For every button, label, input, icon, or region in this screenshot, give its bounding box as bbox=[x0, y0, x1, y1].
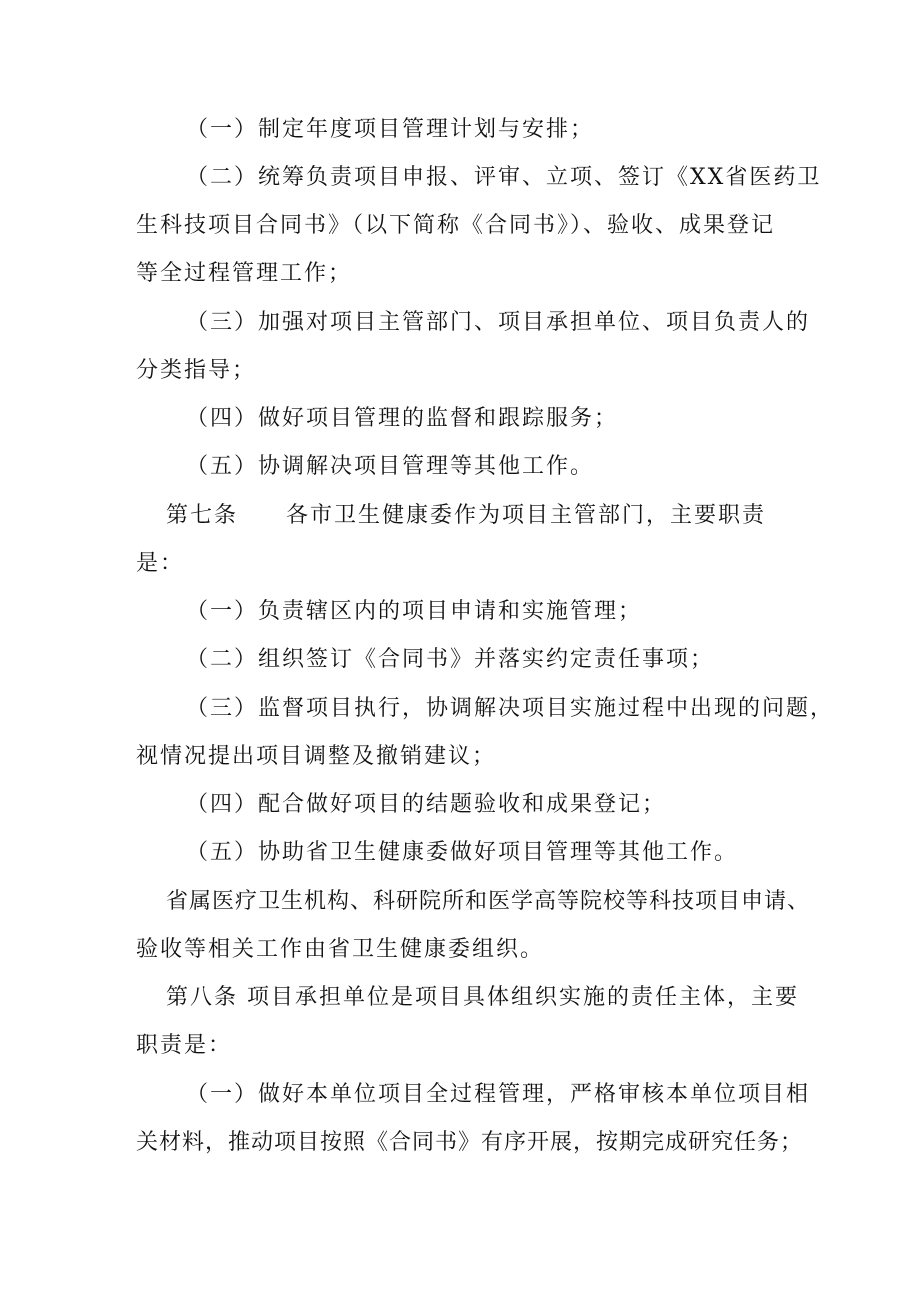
text-line: 职责是： bbox=[136, 1033, 233, 1058]
text-line: （四）配合做好项目的结题验收和成果登记； bbox=[186, 792, 667, 817]
text-line: 验收等相关工作由省卫生健康委组织。 bbox=[136, 937, 545, 962]
text-line: 省属医疗卫生机构、科研院所和医学高等院校等科技项目申请、 bbox=[166, 889, 811, 914]
text-line: （五）协助省卫生健康委做好项目管理等其他工作。 bbox=[186, 840, 739, 865]
text-line: 关材料，推动项目按照《合同书》有序开展，按期完成研究任务； bbox=[136, 1130, 804, 1155]
text-line: （五）协调解决项目管理等其他工作。 bbox=[186, 454, 595, 479]
article-heading-line: 第八条 项目承担单位是项目具体组织实施的责任主体，主要 bbox=[166, 985, 799, 1010]
text-line: 等全过程管理工作； bbox=[136, 261, 353, 286]
text-line: 视情况提出项目调整及撤销建议； bbox=[136, 744, 497, 769]
text-line: （三）加强对项目主管部门、项目承担单位、项目负责人的 bbox=[186, 310, 811, 335]
text-line: 生科技项目合同书》（以下简称《合同书》）、验收、成果登记 bbox=[136, 213, 776, 238]
text-line: （二）统筹负责项目申报、评审、立项、签订《XX省医药卫 bbox=[186, 165, 822, 190]
article-heading-line: 第七条 各市卫生健康委作为项目主管部门，主要职责 bbox=[166, 503, 767, 528]
text-line: （二）组织签订《合同书》并落实约定责任事项； bbox=[186, 647, 715, 672]
text-line: （一）做好本单位项目全过程管理，严格审核本单位项目相 bbox=[186, 1082, 811, 1107]
text-line: （一）制定年度项目管理计划与安排； bbox=[186, 117, 595, 142]
text-line: （四）做好项目管理的监督和跟踪服务； bbox=[186, 406, 619, 431]
text-line: 分类指导； bbox=[136, 358, 257, 383]
text-line: （三）监督项目执行，协调解决项目实施过程中出现的问题， bbox=[186, 696, 835, 721]
text-line: 是： bbox=[136, 551, 185, 576]
text-line: （一）负责辖区内的项目申请和实施管理； bbox=[186, 599, 643, 624]
